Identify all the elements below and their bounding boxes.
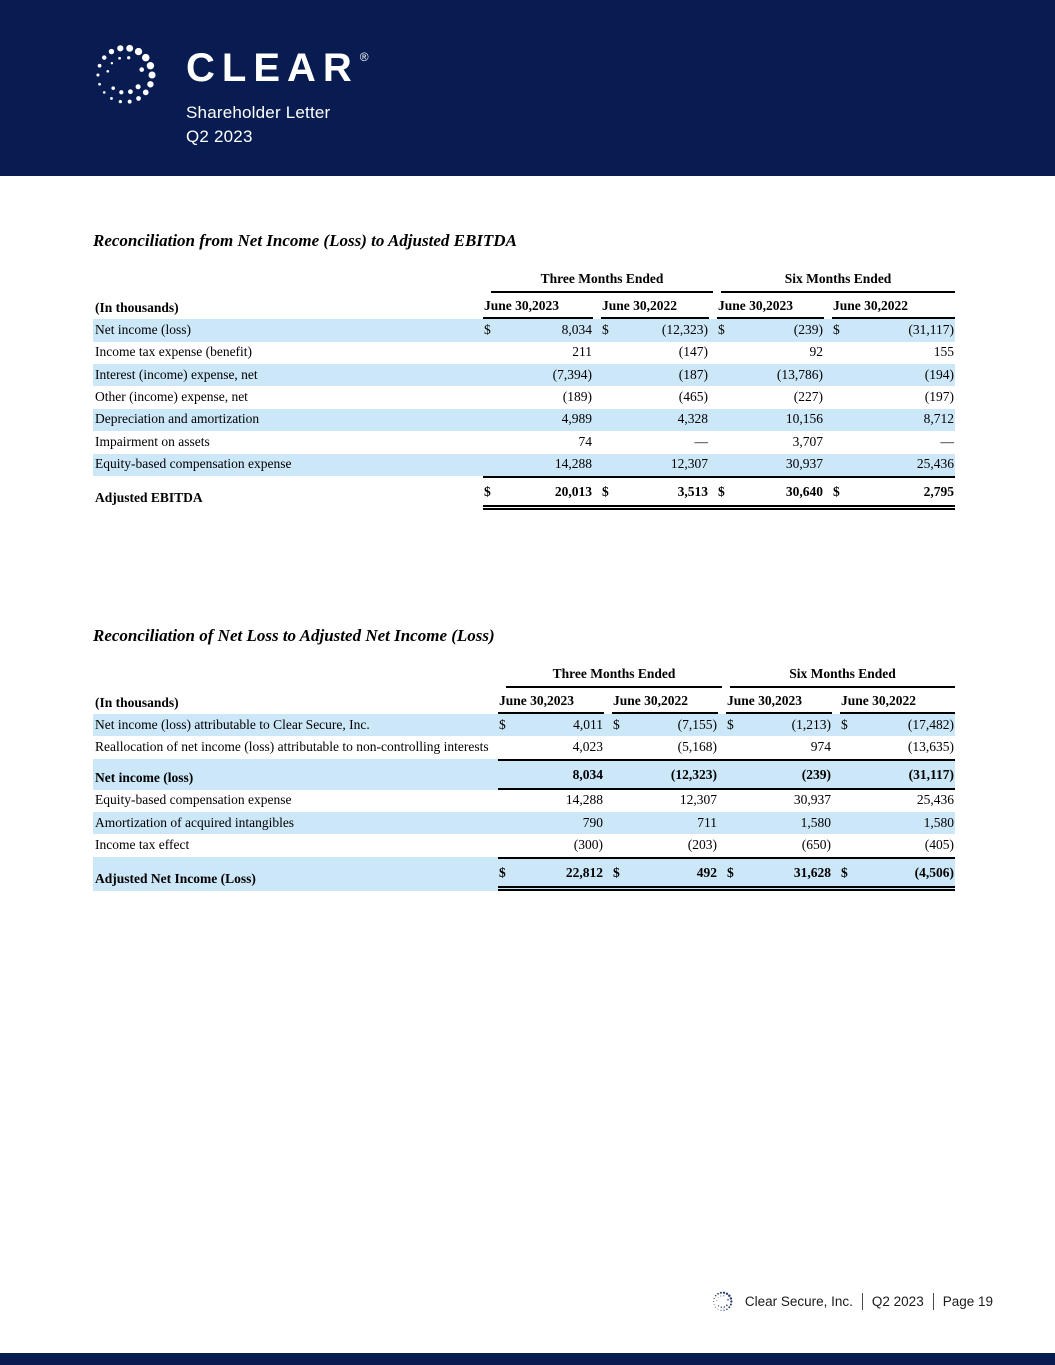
table-cell — [601, 431, 709, 453]
table-row — [93, 476, 955, 510]
row-values — [498, 834, 955, 856]
dollar-sign: $ — [499, 716, 506, 732]
row-label: Depreciation and amortization — [95, 411, 260, 427]
table-row — [93, 454, 955, 476]
table-cell — [483, 431, 593, 453]
table-cell — [498, 761, 604, 788]
table-row — [93, 857, 955, 891]
row-label: Net income (loss) attributable to Clear Secure, Inc. — [95, 716, 370, 732]
cell-value: 1,580 — [800, 814, 831, 830]
cell-value: 492 — [696, 864, 717, 880]
cell-value: (239) — [793, 321, 823, 337]
date-columns — [498, 691, 955, 714]
cell-value: 3,707 — [792, 433, 823, 449]
cell-value: 12,307 — [679, 792, 717, 808]
cell-value: 211 — [572, 344, 592, 360]
table-cell — [717, 386, 824, 408]
table-row — [93, 736, 955, 758]
cell-value: (12,323) — [670, 766, 717, 782]
table-cell — [483, 409, 593, 431]
footer-separator — [933, 1293, 934, 1310]
table-cell — [717, 431, 824, 453]
table-cell — [601, 342, 709, 364]
column-header-line2: 2023 — [532, 298, 560, 314]
cell-value: (31,117) — [908, 766, 954, 782]
column-header-line2: 2022 — [889, 693, 917, 709]
cell-value: 10,156 — [785, 411, 823, 427]
cell-value: 4,011 — [573, 716, 603, 732]
column-header-line1: June 30, — [602, 298, 651, 314]
group-header: Six Months Ended — [721, 271, 955, 293]
row-values — [483, 319, 955, 341]
cell-value: 25,436 — [916, 456, 954, 472]
table-cell — [832, 319, 955, 341]
cell-value: (189) — [562, 388, 592, 404]
table-cell — [498, 736, 604, 758]
row-values — [483, 409, 955, 431]
table-cell — [483, 454, 593, 476]
section-title: Reconciliation of Net Loss to Adjusted Net Income (Loss) — [93, 625, 495, 645]
row-values — [498, 736, 955, 758]
table-cell — [840, 714, 955, 736]
table-cell — [483, 319, 593, 341]
table-row — [93, 409, 955, 431]
table-cell — [832, 431, 955, 453]
footer-period: Q2 2023 — [871, 1294, 924, 1309]
row-label: Equity-based compensation expense — [95, 456, 292, 472]
table-cell — [840, 761, 955, 788]
column-header-line1: June 30, — [727, 693, 776, 709]
table-cell — [726, 859, 832, 886]
cell-value: 25,436 — [916, 792, 954, 808]
table-cell — [832, 342, 955, 364]
table-row — [93, 834, 955, 856]
header-subtitle-line2: Q2 2023 — [186, 127, 253, 146]
cell-value: 8,034 — [572, 766, 603, 782]
table-cell — [601, 319, 709, 341]
section-adjusted-net-income — [93, 626, 955, 891]
cell-value: (12,323) — [661, 321, 708, 337]
clear-logo-icon — [709, 1288, 736, 1315]
table-cell — [612, 812, 718, 834]
dollar-sign: $ — [727, 716, 734, 732]
row-values — [483, 386, 955, 408]
table-cell — [717, 478, 824, 505]
cell-value: (7,394) — [552, 366, 592, 382]
column-header-line2: 2022 — [661, 693, 689, 709]
date-columns — [483, 296, 955, 319]
table-cell — [612, 736, 718, 758]
column-header — [601, 296, 709, 319]
cell-value: (465) — [678, 388, 708, 404]
table-cell — [726, 736, 832, 758]
row-label: Net income (loss) — [95, 769, 194, 785]
table-cell — [717, 454, 824, 476]
table-cell — [726, 790, 832, 812]
row-label: Other (income) expense, net — [95, 388, 248, 404]
clear-logo-icon — [84, 34, 166, 116]
cell-value: 3,513 — [677, 483, 708, 499]
table-cell — [612, 714, 718, 736]
cell-value: 12,307 — [670, 456, 708, 472]
row-label: Net income (loss) — [95, 321, 191, 337]
cell-value: 2,795 — [923, 483, 954, 499]
row-label: Impairment on assets — [95, 433, 210, 449]
table-cell — [498, 812, 604, 834]
row-label: Equity-based compensation expense — [95, 792, 292, 808]
dollar-sign: $ — [499, 864, 506, 880]
cell-value: 155 — [933, 344, 954, 360]
cell-value: (300) — [573, 836, 603, 852]
table-cell — [601, 478, 709, 505]
table-group-header-row — [93, 271, 955, 293]
cell-value: — — [694, 433, 708, 449]
table-row — [93, 364, 955, 386]
table-cell — [612, 761, 718, 788]
footer-separator — [862, 1293, 863, 1310]
row-values — [498, 759, 955, 790]
cell-value: (147) — [678, 344, 708, 360]
table-cell — [483, 364, 593, 386]
row-values — [483, 342, 955, 364]
cell-value: (13,786) — [776, 366, 823, 382]
row-label: Interest (income) expense, net — [95, 366, 258, 382]
table-cell — [726, 761, 832, 788]
cell-value: (13,635) — [907, 738, 954, 754]
table-cell — [832, 364, 955, 386]
table-cell — [726, 714, 832, 736]
dollar-sign: $ — [718, 483, 725, 499]
table-date-header-row — [93, 296, 955, 319]
dollar-sign: $ — [613, 716, 620, 732]
cell-value: (31,117) — [908, 321, 954, 337]
table-row — [93, 319, 955, 341]
group-header: Three Months Ended — [491, 271, 713, 293]
row-values — [498, 812, 955, 834]
table-cell — [717, 364, 824, 386]
table-cell — [498, 790, 604, 812]
row-values — [483, 476, 955, 510]
column-header-line2: 2023 — [766, 298, 794, 314]
table-cell — [601, 454, 709, 476]
table-cell — [840, 790, 955, 812]
cell-value: 14,288 — [554, 456, 592, 472]
table-cell — [612, 790, 718, 812]
column-header — [717, 296, 824, 319]
bottom-accent-band — [0, 1353, 1055, 1365]
row-label: Reallocation of net income (loss) attributable to non-controlling interests — [95, 738, 489, 754]
column-header-line1: June 30, — [718, 298, 767, 314]
row-label: Income tax expense (benefit) — [95, 344, 253, 360]
brand-wordmark: CLEAR — [186, 46, 359, 90]
footer-page-number: Page 19 — [942, 1294, 993, 1309]
cell-value: 974 — [810, 738, 831, 754]
dollar-sign: $ — [484, 321, 491, 337]
table-row — [93, 759, 955, 790]
table-row — [93, 342, 955, 364]
cell-value: (7,155) — [677, 716, 717, 732]
cell-value: — — [940, 433, 954, 449]
column-header-line2: 2022 — [881, 298, 909, 314]
cell-value: 711 — [697, 814, 717, 830]
cell-value: 92 — [809, 344, 823, 360]
table-cell — [840, 736, 955, 758]
cell-value: 31,628 — [793, 864, 831, 880]
column-header — [840, 691, 955, 714]
column-header-line1: June 30, — [484, 298, 533, 314]
section-adjusted-ebitda — [93, 231, 955, 510]
table-cell — [726, 834, 832, 856]
dollar-sign: $ — [833, 483, 840, 499]
table-cell — [483, 386, 593, 408]
column-header-line2: 2022 — [650, 298, 678, 314]
row-values — [483, 364, 955, 386]
dollar-sign: $ — [841, 716, 848, 732]
cell-value: (405) — [924, 836, 954, 852]
label-column-spacer — [93, 271, 483, 293]
financial-table — [93, 666, 955, 891]
table-cell — [840, 859, 955, 886]
group-header: Three Months Ended — [506, 666, 722, 688]
column-header — [612, 691, 718, 714]
table-cell — [832, 386, 955, 408]
row-label: Adjusted Net Income (Loss) — [95, 870, 256, 886]
cell-value: (17,482) — [907, 716, 954, 732]
dollar-sign: $ — [484, 483, 491, 499]
dollar-sign: $ — [727, 864, 734, 880]
table-cell — [717, 319, 824, 341]
row-values — [498, 790, 955, 812]
cell-value: 30,937 — [793, 792, 831, 808]
table-cell — [601, 364, 709, 386]
table-row — [93, 431, 955, 453]
cell-value: (227) — [793, 388, 823, 404]
financial-table — [93, 271, 955, 510]
registered-trademark-icon: ® — [359, 50, 369, 64]
cell-value: 4,989 — [561, 411, 592, 427]
cell-value: (197) — [924, 388, 954, 404]
row-label: Adjusted EBITDA — [95, 489, 203, 505]
cell-value: (239) — [801, 766, 831, 782]
table-group-header-row — [93, 666, 955, 688]
cell-value: (194) — [924, 366, 954, 382]
row-values — [498, 857, 955, 891]
table-cell — [832, 454, 955, 476]
table-row — [93, 790, 955, 812]
table-cell — [726, 812, 832, 834]
row-values — [483, 431, 955, 453]
footer-company: Clear Secure, Inc. — [744, 1294, 853, 1309]
cell-value: 4,328 — [677, 411, 708, 427]
cell-value: 8,034 — [561, 321, 592, 337]
table-cell — [612, 834, 718, 856]
row-label: Amortization of acquired intangibles — [95, 814, 295, 830]
table-cell — [717, 342, 824, 364]
cell-value: 20,013 — [554, 483, 592, 499]
table-cell — [717, 409, 824, 431]
page-footer — [709, 1288, 993, 1315]
table-row — [93, 714, 955, 736]
brand-block — [186, 48, 369, 149]
table-cell — [498, 714, 604, 736]
column-header-line2: 2023 — [547, 693, 575, 709]
table-cell — [612, 859, 718, 886]
column-header-line1: June 30, — [841, 693, 890, 709]
cell-value: 1,580 — [923, 814, 954, 830]
units-label: (In thousands) — [95, 695, 179, 711]
table-cell — [498, 834, 604, 856]
column-header-line1: June 30, — [833, 298, 882, 314]
column-header — [726, 691, 832, 714]
table-cell — [832, 478, 955, 505]
table-row — [93, 386, 955, 408]
table-cell — [498, 859, 604, 886]
cell-value: (650) — [801, 836, 831, 852]
cell-value: 8,712 — [923, 411, 954, 427]
column-header-line1: June 30, — [613, 693, 662, 709]
table-cell — [601, 386, 709, 408]
column-header — [832, 296, 955, 319]
table-date-header-row — [93, 691, 955, 714]
table-row — [93, 812, 955, 834]
dollar-sign: $ — [602, 483, 609, 499]
dollar-sign: $ — [613, 864, 620, 880]
cell-value: 74 — [578, 433, 592, 449]
dollar-sign: $ — [833, 321, 840, 337]
table-cell — [840, 834, 955, 856]
header-band — [0, 0, 1055, 176]
column-header — [498, 691, 604, 714]
column-header — [483, 296, 593, 319]
header-subtitle-line1: Shareholder Letter — [186, 103, 331, 122]
cell-value: (187) — [678, 366, 708, 382]
page-content — [93, 176, 955, 891]
table-cell — [601, 409, 709, 431]
cell-value: (5,168) — [677, 738, 717, 754]
label-column-spacer — [93, 666, 498, 688]
table-cell — [840, 812, 955, 834]
table-cell — [483, 478, 593, 505]
cell-value: 14,288 — [565, 792, 603, 808]
cell-value: 4,023 — [572, 738, 603, 754]
cell-value: (1,213) — [791, 716, 831, 732]
row-label: Income tax effect — [95, 836, 190, 852]
section-title: Reconciliation from Net Income (Loss) to Adjusted EBITDA — [93, 231, 517, 250]
cell-value: (203) — [687, 836, 717, 852]
table-cell — [483, 342, 593, 364]
dollar-sign: $ — [841, 864, 848, 880]
column-header-line1: June 30, — [499, 693, 548, 709]
dollar-sign: $ — [718, 321, 725, 337]
column-header-line2: 2023 — [775, 693, 803, 709]
row-values — [498, 714, 955, 736]
units-label: (In thousands) — [95, 300, 179, 316]
row-values — [483, 454, 955, 476]
cell-value: 790 — [582, 814, 603, 830]
group-header: Six Months Ended — [730, 666, 955, 688]
dollar-sign: $ — [602, 321, 609, 337]
cell-value: 30,640 — [785, 483, 823, 499]
cell-value: 30,937 — [785, 456, 823, 472]
table-cell — [832, 409, 955, 431]
cell-value: 22,812 — [565, 864, 603, 880]
cell-value: (4,506) — [914, 864, 954, 880]
